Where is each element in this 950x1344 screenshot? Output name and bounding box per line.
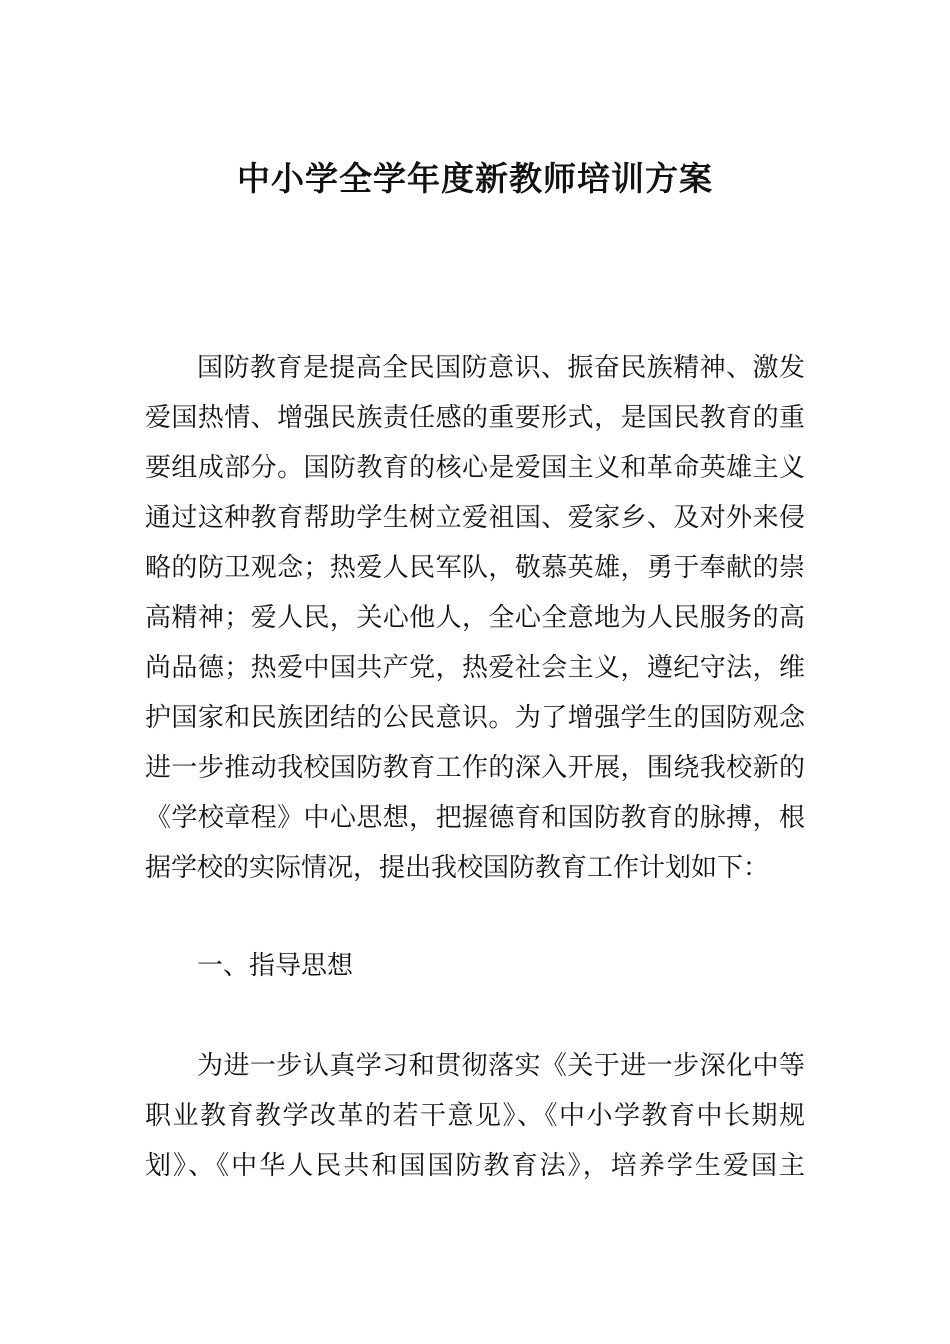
paragraph-line: 职业教育教学改革的若干意见》、《中小学教育中长期规 [145,1101,805,1131]
document-title: 中小学全学年度新教师培训方案 [237,159,713,198]
paragraph-line: 要组成部分。国防教育的核心是爱国主义和革命英雄主义 [145,453,805,483]
paragraph-line: 爱国热情、增强民族责任感的重要形式，是国民教育的重 [145,403,805,433]
paragraph-line: 护国家和民族团结的公民意识。为了增强学生的国防观念 [145,703,805,733]
paragraph-line: 尚品德；热爱中国共产党，热爱社会主义，遵纪守法，维 [145,653,805,683]
paragraph-intro [145,343,805,893]
paragraph-line: 通过这种教育帮助学生树立爱祖国、爱家乡、及对外来侵 [145,503,805,533]
paragraph-line: 进一步推动我校国防教育工作的深入开展，围绕我校新的 [145,753,805,783]
paragraph-line: 划》、《中华人民共和国国防教育法》，培养学生爱国主 [145,1151,805,1181]
section-heading-guiding-ideology: 一、指导思想 [197,951,354,981]
paragraph-line: 国防教育是提高全民国防意识、振奋民族精神、激发 [197,353,805,383]
paragraph-line: 略的防卫观念；热爱人民军队，敬慕英雄，勇于奉献的崇 [145,553,805,583]
paragraph-guiding-ideology [145,1041,805,1191]
paragraph-line: 据学校的实际情况，提出我校国防教育工作计划如下： [145,853,770,883]
paragraph-line: 《学校章程》中心思想，把握德育和国防教育的脉搏，根 [145,803,805,833]
paragraph-line: 高精神；爱人民，关心他人，全心全意地为人民服务的高 [145,603,805,633]
paragraph-line: 为进一步认真学习和贯彻落实《关于进一步深化中等 [197,1051,805,1081]
